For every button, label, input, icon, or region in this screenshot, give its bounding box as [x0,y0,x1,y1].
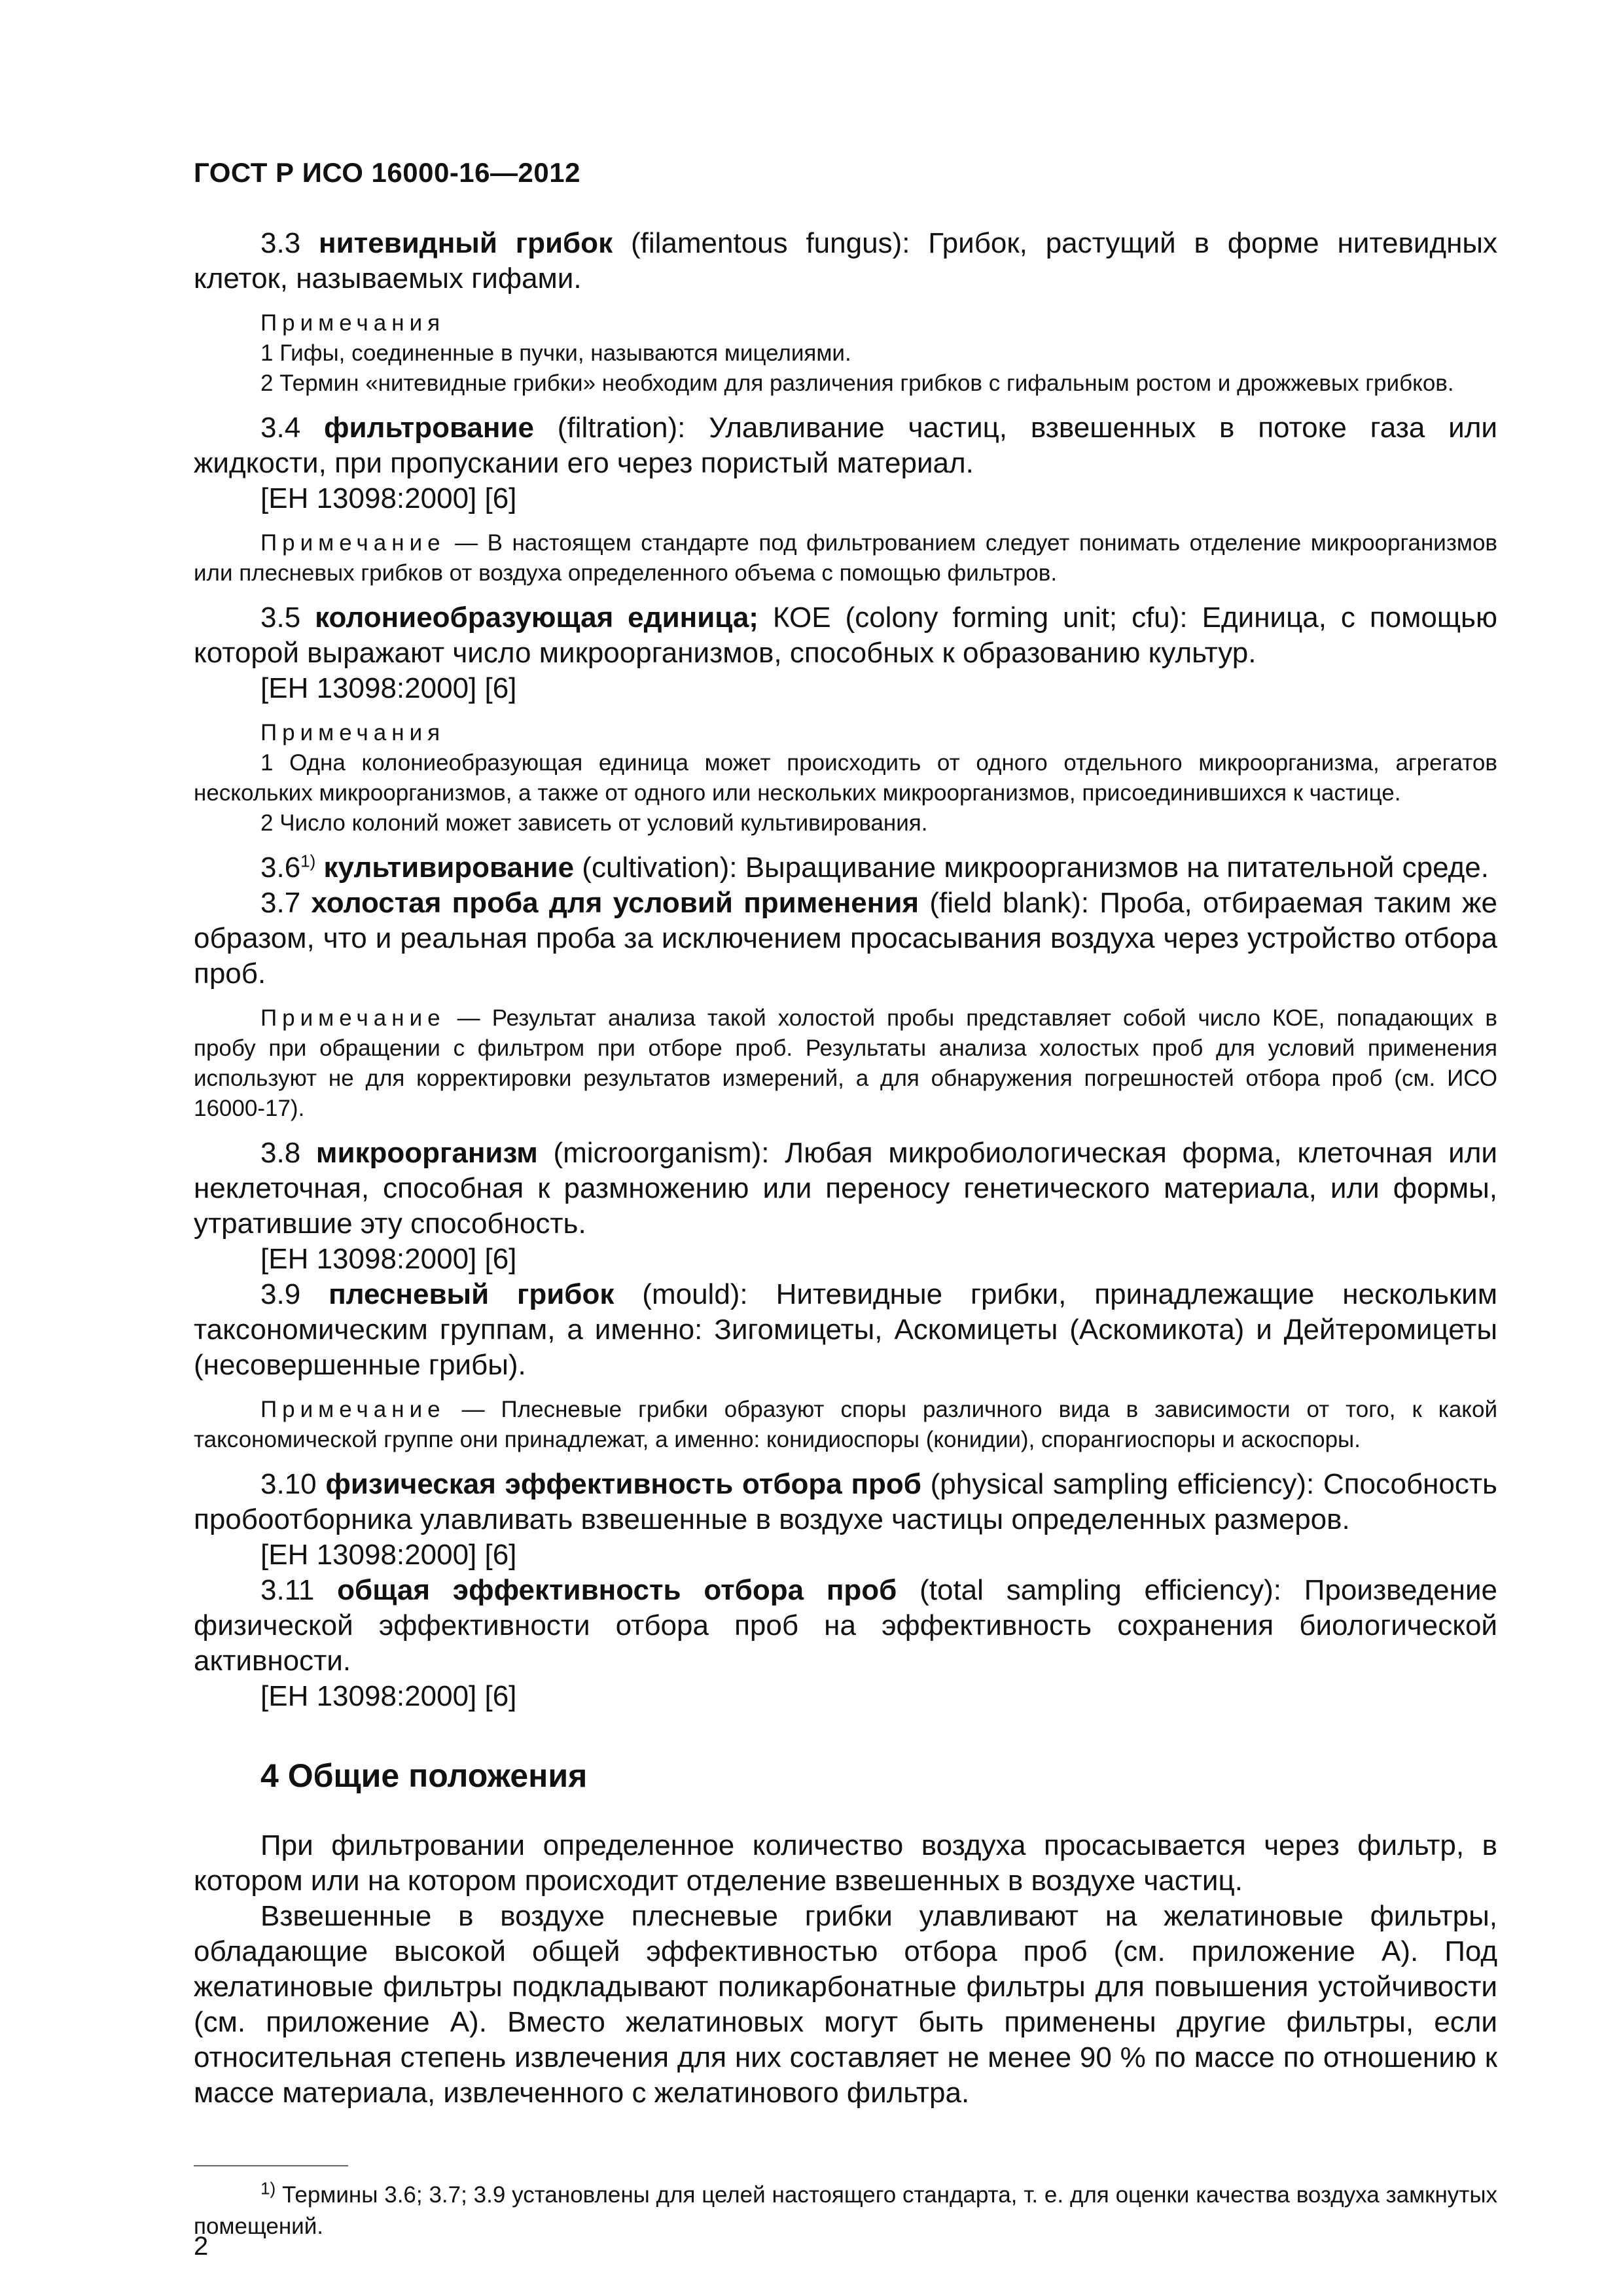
term-name: плесневый грибок [329,1278,615,1310]
term-3-5 [194,600,1497,671]
footnote-mark: 1) [260,2178,276,2198]
note-item: 1 Гифы, соединенные в пучки, называются мицелиями. [260,340,851,366]
notes-heading: Примечания [260,310,446,336]
note-text: — Результат анализа такой холостой пробы представляет собой число КОЕ, попадающих в пробу при обращении с фильтром при отборе проб. Результаты анализа холостых проб для условий применения используют не для корректировки результатов измерений, а для обнаружения погрешностей отбора проб (см. ИСО 16000-17). [194,1005,1497,1121]
note-text: — Плесневые грибки образуют споры различного вида в зависимости от того, к какой таксономической группе они принадлежат, а именно: конидиоспоры (конидии), спорангиоспоры и аскоспоры. [194,1397,1497,1452]
paragraph: Взвешенные в воздухе плесневые грибки улавливают на желатиновые фильтры, обладающие высокой общей эффективностью отбора проб (см. приложение А). Под желатиновые фильтры подкладывают поликарбонатные фильтры для повышения устойчивости (см. приложение А). Вместо желатиновых могут быть применены другие фильтры, если относительная степень извлечения для них составляет не менее 90 % по массе по отношению к массе материала, извлеченного с желатинового фильтра. [194,1900,1497,2109]
footnote-text: Термины 3.6; 3.7; 3.9 установлены для целей настоящего стандарта, т. е. для оценки качества воздуха замкнутых помещений. [194,2182,1497,2239]
term-definition: КОЕ (colony forming unit; cfu): Единица, с помощью которой выражают число микроорганизмов, способных к образованию культур. [194,601,1497,669]
footnote-ref: 1) [300,851,316,871]
note-block-3-3 [194,308,1497,399]
term-definition: (cultivation): Выращивание микроорганизмов на питательной среде. [574,852,1489,884]
term-name: культивирование [323,852,575,884]
term-3-4 [194,410,1497,481]
page-number: 2 [194,2232,209,2261]
term-name: холостая проба для условий применения [311,887,919,919]
term-name: колониеобразующая единица; [315,601,758,634]
term-definition: (filtration): Улавливание частиц, взвешенных в потоке газа или жидкости, при пропускании его через пористый материал. [194,412,1498,479]
term-definition: (mould): Нитевидные грибки, принадлежащие нескольким таксономическим группам, а именно: Зигомицеты, Аскомицеты (Аскомикота) и Дейтеромицеты (несовершенные грибы). [194,1278,1497,1381]
note-item: 2 Число колоний может зависеть от условий культивирования. [260,810,928,836]
paragraph: При фильтровании определенное количество воздуха просасывается через фильтр, в котором или на котором происходит отделение взвешенных в воздухе частиц. [194,1829,1497,1897]
term-reference: [ЕН 13098:2000] [6] [260,1539,517,1571]
term-definition: (microorganism): Любая микробиологическая форма, клеточная или неклеточная, способная к размножению или переносу генетического материала, или формы, утратившие эту способность. [194,1137,1497,1240]
term-reference: [ЕН 13098:2000] [6] [260,482,517,514]
term-3-7 [194,886,1497,992]
note-label: Примечание [260,1005,446,1031]
term-name: нитевидный грибок [319,227,613,259]
note-3-7 [194,1003,1497,1124]
term-number: 3.3 [260,227,319,259]
term-number: 3.6 [260,852,301,884]
term-name: общая эффективность отбора проб [337,1574,897,1606]
term-number: 3.10 [260,1468,326,1500]
term-3-9 [194,1277,1497,1383]
note-3-9 [194,1395,1497,1455]
note-item: 1 Одна колониеобразующая единица может происходить от одного отдельного микроорганизма, агрегатов нескольких микроорганизмов, а также от одного или нескольких микроорганизмов, присоединившихся к частице. [194,750,1497,806]
note-label: Примечание [260,1397,446,1422]
term-definition: (total sampling efficiency): Произведение физической эффективности отбора проб на эффективность сохранения биологической активности. [194,1574,1497,1677]
note-block-3-5 [194,718,1497,838]
term-definition: (physical sampling efficiency): Способность пробоотборника улавливать взвешенные в воздухе частицы определенных размеров. [194,1468,1497,1535]
notes-heading: Примечания [260,720,446,745]
term-definition: (filamentous fungus): Грибок, растущий в форме нитевидных клеток, называемых гифами. [194,227,1497,295]
document-header: ГОСТ Р ИСО 16000-16—2012 [194,157,580,188]
term-reference: [ЕН 13098:2000] [6] [260,672,517,704]
term-reference: [ЕН 13098:2000] [6] [260,1680,517,1712]
term-number: 3.7 [260,887,312,919]
term-3-6 [194,850,1497,886]
footnote-separator [194,2165,348,2166]
term-number: 3.4 [260,412,324,444]
term-3-11 [194,1573,1497,1679]
term-name: физическая эффективность отбора проб [325,1468,921,1500]
term-definition: (field blank): Проба, отбираемая таким же образом, что и реальная проба за исключением просасывания воздуха через устройство отбора проб. [194,887,1497,990]
term-3-8 [194,1136,1497,1242]
footnote [194,2179,1497,2242]
note-item: 2 Термин «нитевидные грибки» необходим для различения грибков с гифальным ростом и дрожжевых грибков. [260,370,1454,396]
term-3-3 [194,226,1497,296]
term-number: 3.11 [260,1574,338,1606]
note-label: Примечание [260,530,446,556]
term-number: 3.9 [260,1278,329,1310]
note-3-4 [194,528,1497,588]
term-3-10 [194,1467,1497,1537]
note-text: — В настоящем стандарте под фильтрованием следует понимать отделение микроорганизмов или плесневых грибков от воздуха определенного объема с помощью фильтров. [194,530,1497,586]
term-reference: [ЕН 13098:2000] [6] [260,1243,517,1275]
section-heading: 4 Общие положения [260,1757,588,1794]
term-name: фильтрование [323,412,534,444]
term-name: микроорганизм [315,1137,538,1169]
document-body [194,226,1497,2111]
term-number: 3.8 [260,1137,316,1169]
term-number: 3.5 [260,601,315,634]
